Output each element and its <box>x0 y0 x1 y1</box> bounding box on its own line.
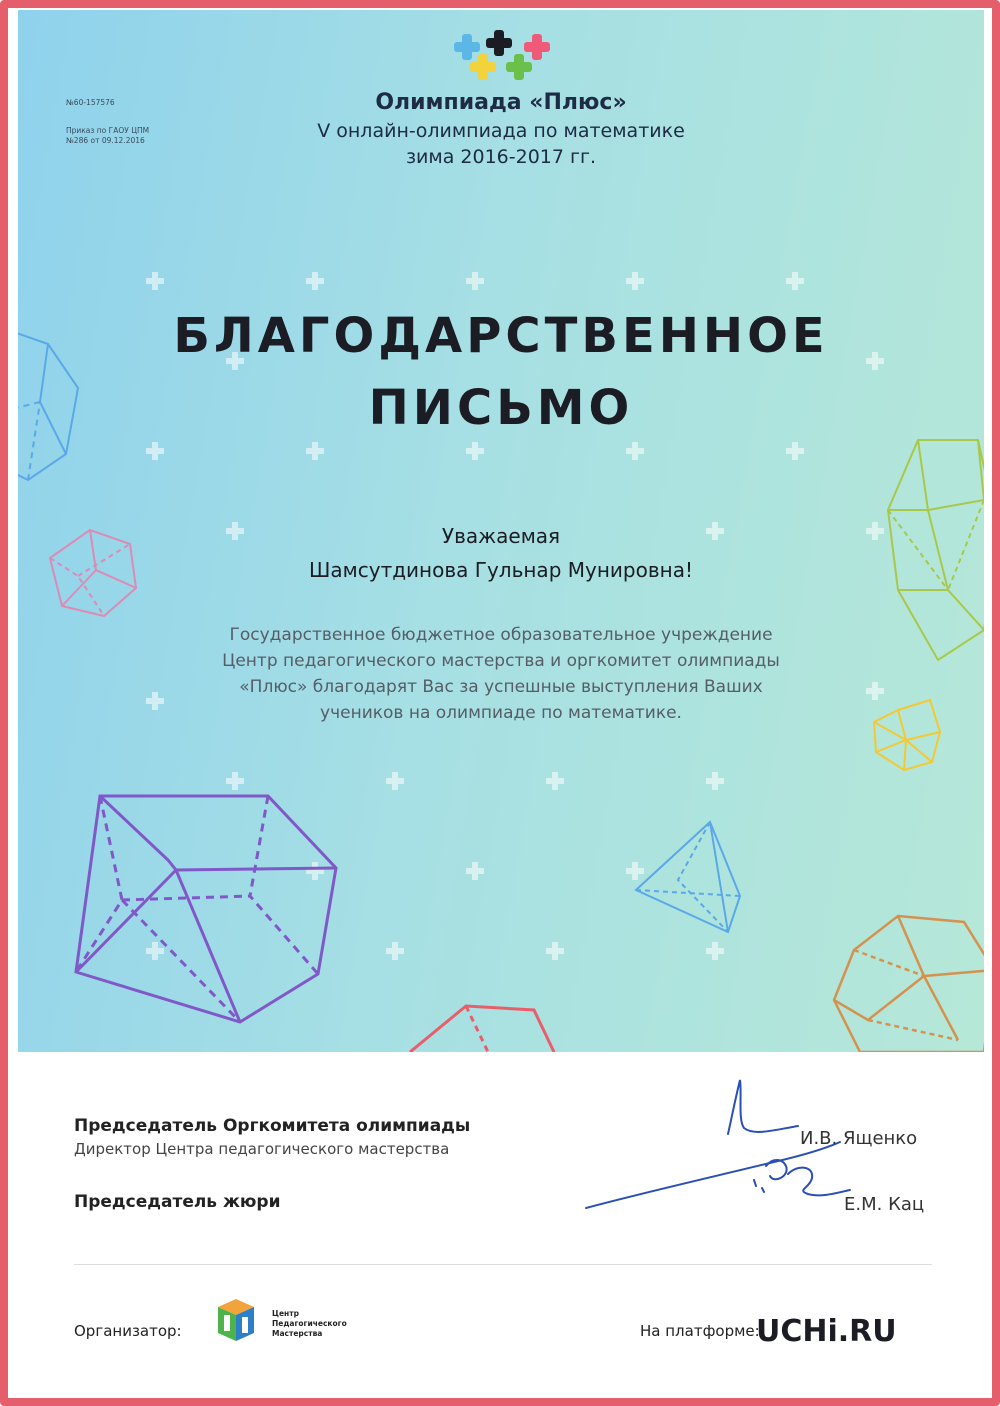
olympiad-subtitle: V онлайн-олимпиада по математике <box>317 120 685 142</box>
greeting: Уважаемая <box>441 524 561 548</box>
signer-name-2: Е.М. Кац <box>844 1194 925 1215</box>
red-polyhedron <box>410 1006 554 1052</box>
logo-plus-yellow <box>470 54 496 80</box>
recipient-name: Шамсутдинова Гульнар Мунировна! <box>309 558 693 582</box>
logo-plus-black <box>486 30 512 56</box>
body-line: Центр педагогического мастерства и оргкомитет олимпиады <box>222 651 780 671</box>
hero-section <box>18 10 984 1052</box>
cpm-logo <box>210 1297 260 1343</box>
body-line: учеников на олимпиаде по математике. <box>320 703 682 723</box>
olympiad-title: Олимпиада «Плюс» <box>375 90 627 115</box>
uchi-ru-logo: UCHi.RU <box>756 1314 897 1349</box>
olympiad-season: зима 2016-2017 гг. <box>405 146 597 168</box>
document-title-line1: БЛАГОДАРСТВЕННОЕ <box>173 308 829 364</box>
body-line: «Плюс» благодарят Вас за успешные выступления Ваших <box>239 677 763 697</box>
olympiad-plus-logo <box>452 28 556 86</box>
certificate <box>18 10 984 1392</box>
order-line-1: Приказ по ГАОУ ЦПМ <box>66 126 150 135</box>
blue-pyramid <box>636 822 740 932</box>
logo-plus-blue <box>454 34 480 60</box>
organizer-label: Организатор: <box>74 1322 182 1340</box>
role-jury-chairman: Председатель жюри <box>74 1192 281 1212</box>
signer-name-1: И.В. Ященко <box>800 1128 918 1149</box>
certificate-number: №60-157576 <box>66 98 115 107</box>
footer-section <box>18 1052 984 1392</box>
order-line-2: №286 от 09.12.2016 <box>66 136 145 145</box>
role-chairman-orgcommittee: Председатель Оргкомитета олимпиады <box>74 1116 471 1136</box>
logo-plus-pink <box>524 34 550 60</box>
logo-plus-green <box>506 54 532 80</box>
organizer-name-line: Мастерства <box>272 1329 323 1338</box>
document-title-line2: ПИСЬМО <box>368 380 634 436</box>
organizer-name <box>272 1309 347 1339</box>
body-line: Государственное бюджетное образовательное учреждение <box>229 625 773 645</box>
purple-polyhedron <box>76 796 336 1022</box>
platform-label: На платформе: <box>640 1322 760 1340</box>
body-text <box>18 622 984 726</box>
footer-divider <box>74 1264 932 1265</box>
organizer-name-line: Педагогического <box>272 1319 347 1328</box>
organizer-name-line: Центр <box>272 1309 299 1318</box>
orange-polyhedron <box>834 916 984 1052</box>
role-director: Директор Центра педагогического мастерства <box>74 1140 450 1158</box>
